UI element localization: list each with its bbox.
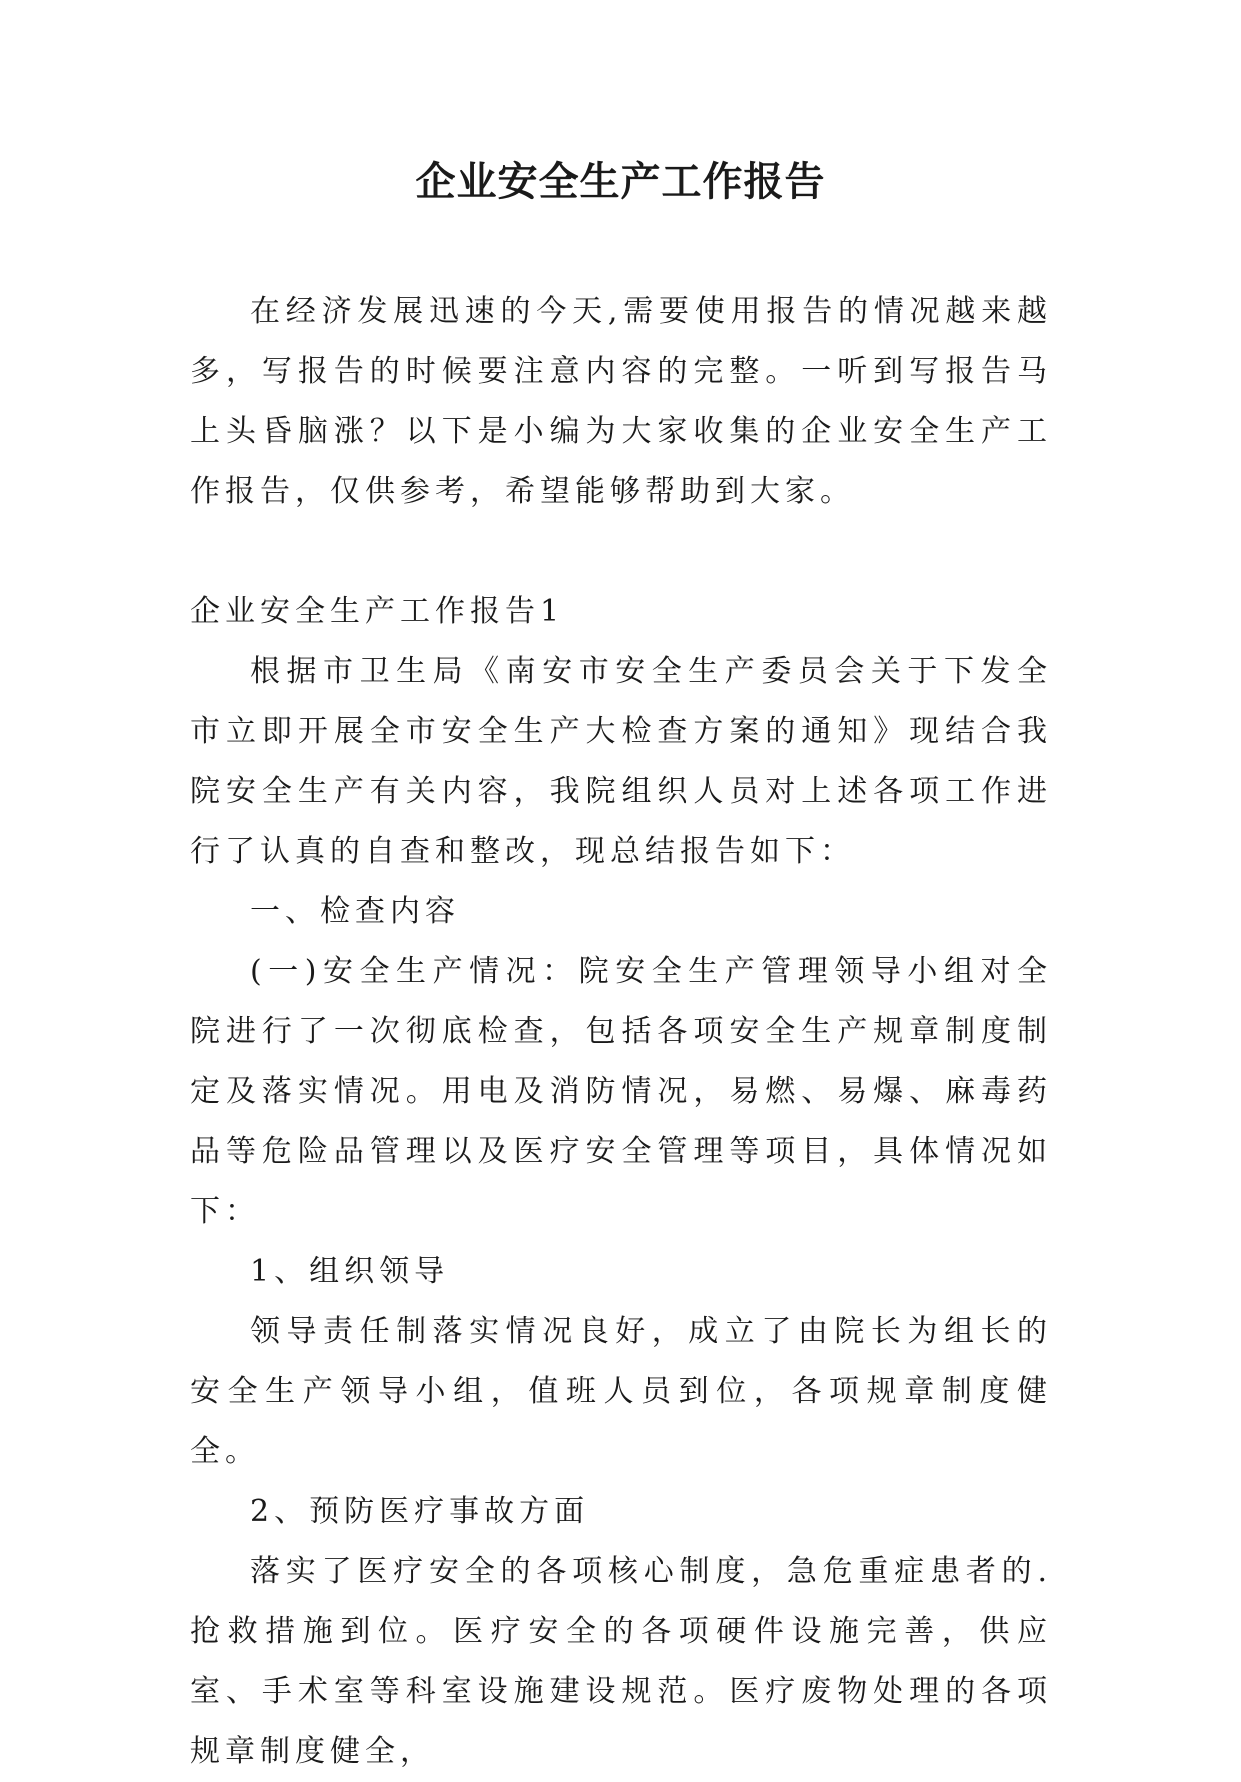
body-paragraph: 领导责任制落实情况良好，成立了由院长为组长的安全生产领导小组，值班人员到位，各项规章制度健全。 [190, 1314, 1052, 1469]
paragraph-spacer [190, 522, 1052, 582]
subheading-accident-prevention: 2、预防医疗事故方面 [250, 1494, 590, 1529]
body-paragraph: 落实了医疗安全的各项核心制度，急危重症患者的.抢救措施到位。医疗安全的各项硬件设施完善，供应室、手术室等科室设施建设规范。医疗废物处理的各项规章制度健全， [190, 1554, 1052, 1769]
document-body [190, 282, 1052, 1782]
intro-paragraph: 在经济发展迅速的今天,需要使用报告的情况越来越多，写报告的时候要注意内容的完整。一听到写报告马上头昏脑涨？以下是小编为大家收集的企业安全生产工作报告，仅供参考，希望能够帮助到大家。 [190, 294, 1052, 509]
body-paragraph: (一)安全生产情况：院安全生产管理领导小组对全院进行了一次彻底检查，包括各项安全生产规章制度制定及落实情况。用电及消防情况，易燃、易爆、麻毒药品等危险品管理以及医疗安全管理等项目，具体情况如下： [190, 954, 1052, 1229]
subheading-organization: 1、组织领导 [250, 1254, 450, 1289]
document-title: 企业安全生产工作报告 [415, 159, 826, 205]
section-heading: 企业安全生产工作报告1 [190, 594, 565, 629]
body-paragraph: 根据市卫生局《南安市安全生产委员会关于下发全市立即开展全市安全生产大检查方案的通知》现结合我院安全生产有关内容，我院组织人员对上述各项工作进行了认真的自查和整改，现总结报告如下： [190, 654, 1052, 869]
subheading-inspection-content: 一、检查内容 [250, 894, 460, 929]
